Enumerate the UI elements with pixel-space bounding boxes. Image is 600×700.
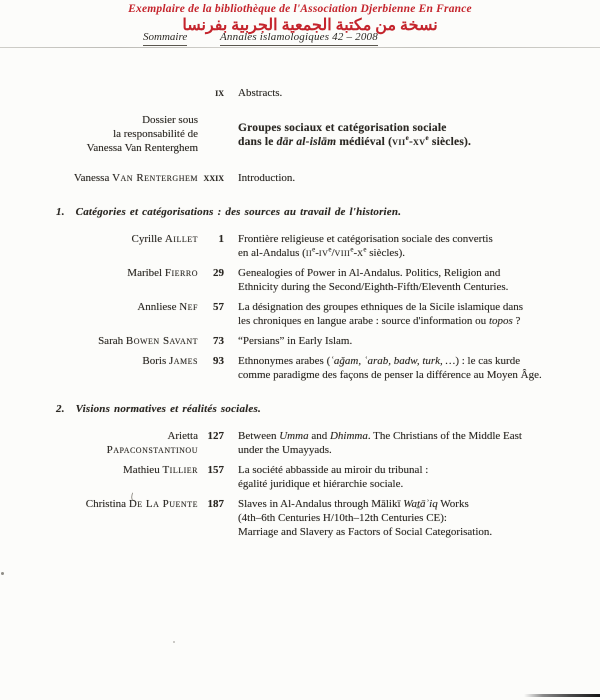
title-cell [238,171,600,185]
text-segment: Maribel [127,267,165,279]
library-stamp-french: Exemplaire de la bibliothèque de l'Association Djerbienne En France [128,3,472,15]
text-segment: ii [305,247,313,259]
title-line [238,354,600,368]
text-segment: ? [512,315,521,327]
title-cell [238,354,600,382]
text-segment: ) : le cas kurde [455,355,521,367]
text-segment: égalité juridique et hiérarchie sociale. [238,478,404,490]
section-number: 1. [56,206,65,218]
toc-entry [0,463,600,491]
title-line [238,86,600,100]
text-segment: siècles). [366,247,405,259]
dossier-block [0,113,600,155]
text-segment: Boris [142,355,169,367]
text-segment: Abstracts. [238,87,283,99]
page-number: 57 [213,301,224,313]
text-segment: Bowen Savant [125,335,198,347]
header-rule [0,47,600,48]
text-segment: “Persians” in Early Islam. [238,335,353,347]
author-name [0,266,198,280]
title-line [238,334,600,348]
author-cell [0,171,198,185]
author-cell [0,266,198,280]
text-segment: Between [238,430,280,442]
text-segment: Fierro [164,267,198,279]
scan-artifact-bar [524,694,600,697]
text-segment: Ethnicity during the Second/Eighth-Fifth/Eleventh Centuries. [238,281,509,293]
journal-title: Annales islamologiques 42 – 2008 [220,31,378,46]
author-cell [0,429,198,457]
text-segment: Genealogies of Power in Al-Andalus. Politics, Religion and [238,267,501,279]
text-segment: Works [437,498,469,510]
title-line [238,463,600,477]
library-stamp-arabic: نسخة من مكتبة الجمعية الجربية بفرنسا [182,17,438,34]
title-line [238,171,600,185]
author-cell [0,113,198,155]
text-segment: Introduction. [238,172,296,184]
text-segment: - [408,136,413,148]
title-cell [238,113,600,149]
title-cell [238,497,600,539]
page-number: 187 [207,498,224,510]
title-line [238,300,600,314]
sommaire-label: Sommaire [143,31,187,46]
text-segment: topos [488,315,513,327]
page-number: 73 [213,335,224,347]
title-line [238,477,600,491]
text-segment: Cyrille [131,233,165,245]
text-segment: e [425,134,429,143]
page-number: 93 [213,355,224,367]
author-cell [0,463,198,477]
text-segment: Waṯāʾiq [403,498,438,510]
title-line [238,135,600,149]
toc-entry [0,354,600,382]
title-line [238,368,600,382]
text-segment: / [331,247,335,259]
author-name [0,463,198,477]
text-segment: and [308,430,330,442]
section-number: 2. [56,403,65,415]
author-cell [0,497,198,511]
author-name [0,497,198,511]
text-segment: x [357,247,364,259]
text-segment: (4th–6th Centuries H/10th–12th Centuries CE): [238,512,447,524]
title-line [238,497,600,511]
title-line [238,511,600,525]
text-segment: Slaves in Al-Andalus through Mālikī [238,498,404,510]
text-segment: James [168,355,198,367]
text-segment: e [405,134,409,143]
title-line [238,280,600,294]
scan-speck [1,572,4,575]
title-cell [238,463,600,491]
text-segment: Annliese [137,301,180,313]
text-segment: dans le [238,136,277,148]
text-segment: Nef [179,301,198,313]
text-segment: e [328,245,332,254]
title-line [238,443,600,457]
text-segment: dār al-islām [276,136,337,148]
text-segment: Papaconstantinou [106,444,198,456]
toc-entry [0,232,600,260]
title-line [238,314,600,328]
title-cell [238,266,600,294]
title-line [238,246,600,260]
text-segment: Groupes sociaux et catégorisation sociale [238,122,447,134]
author-name [0,429,198,443]
title-line [238,525,600,539]
author-name [0,443,198,457]
page-number: 29 [213,267,224,279]
text-segment: . The Christians of the Middle East [367,430,522,442]
text-segment: viii [334,247,351,259]
toc-entry [0,334,600,348]
text-segment: Frontière religieuse et catégorisation sociale des convertis [238,233,493,245]
text-segment: Arietta [167,430,198,442]
page-number: 157 [207,464,224,476]
title-cell [238,429,600,457]
page-number: 1 [218,233,224,245]
toc-entry [0,429,600,457]
dossier-label-line: Vanessa Van Renterghem [86,142,198,154]
text-segment: La société abbasside au miroir du tribunal : [238,464,429,476]
author-name [0,171,198,185]
text-segment: siècles). [428,136,472,148]
dossier-label-line: Dossier sous [142,114,198,126]
author-name [0,354,198,368]
toc-entry [0,266,600,294]
text-segment: Sarah [98,335,126,347]
section-heading [0,205,600,219]
author-cell [0,354,198,368]
toc-entry [0,86,600,100]
text-segment: Aillet [164,233,198,245]
text-segment: en al-Andalus ( [238,247,306,259]
text-segment: médiéval ( [336,136,393,148]
author-name [0,334,198,348]
text-segment: Mathieu [123,464,163,476]
toc-entry [0,300,600,328]
page-number: ix [215,87,224,99]
text-segment: ʿaǧam, ʿarab, badw, turk, … [330,355,456,367]
text-segment: e [350,245,354,254]
text-segment: Christina [85,498,129,510]
toc-entry [0,497,600,539]
title-cell [238,232,600,260]
text-segment: Van Renterghem [112,172,198,184]
page-number: xxix [203,172,224,184]
author-name [0,232,198,246]
text-segment: Marriage and Slavery as Factors of Social Categorisation. [238,526,493,538]
text-segment: La désignation des groupes ethniques de la Sicile islamique dans [238,301,524,313]
text-segment: iv [318,247,329,259]
text-segment: vii [392,136,406,148]
dossier-label-line: la responsabilité de [113,128,198,140]
text-segment: e [312,245,316,254]
text-segment: les chroniques en langue arabe : source d'information ou [238,315,489,327]
text-segment: xv [412,136,426,148]
title-cell [238,300,600,328]
title-cell [238,334,600,348]
text-segment: Ethnonymes arabes ( [238,355,331,367]
text-segment: - [353,247,358,259]
title-line [238,121,600,135]
title-line [238,266,600,280]
author-name [0,300,198,314]
toc [0,50,600,545]
scan-speck [173,641,175,643]
text-segment: under the Umayyads. [238,444,332,456]
text-segment: Umma [279,430,309,442]
text-segment: comme paradigme des façons de penser la différence au Moyen Âge. [238,369,542,381]
author-cell [0,232,198,246]
page-number: 127 [207,430,224,442]
text-segment: Vanessa [73,172,113,184]
author-cell [0,300,198,314]
section-heading [0,402,600,416]
text-segment: Dhimma [329,430,368,442]
text-segment: - [315,247,319,259]
title-line [238,429,600,443]
title-line [238,232,600,246]
author-cell [0,334,198,348]
text-segment: Tillier [162,464,198,476]
toc-entry [0,171,600,185]
text-segment: e [363,245,367,254]
section-title: Visions normatives et réalités sociales. [75,403,261,415]
title-cell [238,86,600,100]
section-title: Catégories et catégorisations : des sources au travail de l'historien. [75,206,402,218]
text-segment: De La Puente [128,498,198,510]
